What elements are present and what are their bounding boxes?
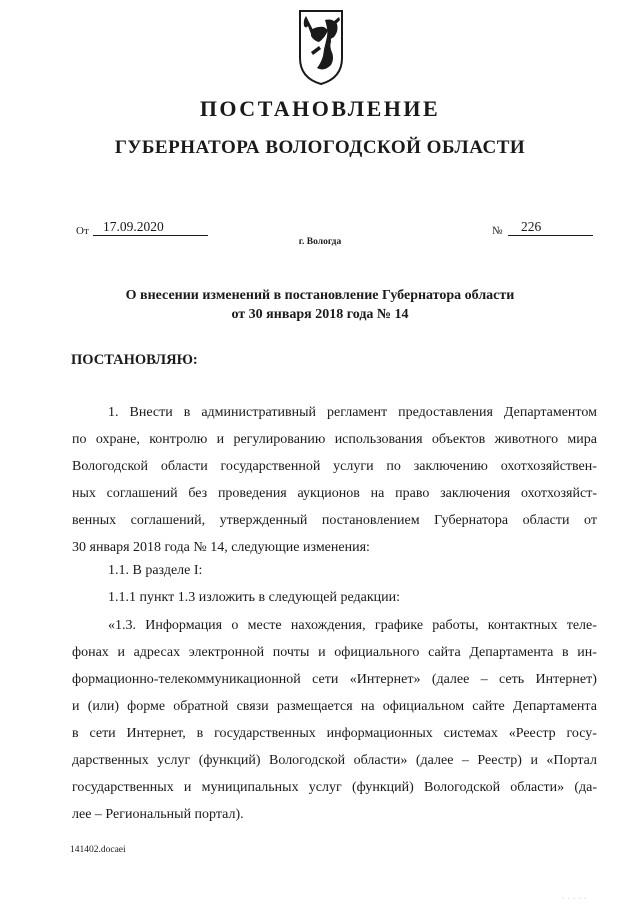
- p4-line: формационно-телекоммуникационной сети «Интернет» (далее – сеть Интернет): [72, 672, 597, 687]
- p4-line: и (или) форме обратной связи размещается на официальном сайте Департамента: [72, 699, 597, 714]
- number-value: 226: [521, 219, 542, 234]
- city-label: г. Вологда: [298, 237, 342, 247]
- decree-heading: ПОСТАНОВЛЯЮ:: [71, 352, 198, 368]
- p1-line: 30 января 2018 года № 14, следующие изменения:: [72, 540, 370, 555]
- vologda-coat-of-arms-icon: [297, 8, 345, 86]
- issuer-subtitle: ГУБЕРНАТОРА ВОЛОГОДСКОЙ ОБЛАСТИ: [114, 137, 526, 158]
- number-label: №: [492, 225, 503, 237]
- p1-line: по охране, контролю и регулированию использования объектов животного мира: [72, 432, 597, 447]
- p4-line: фонах и адресах электронной почты и официального сайта Департамента в ин-: [72, 645, 597, 660]
- p4-line: «1.3. Информация о месте нахождения, графике работы, контактных теле-: [108, 618, 597, 633]
- p1-line: Вологодской области государственной услуги по заключению охотхозяйствен-: [72, 459, 597, 474]
- document-type-title: ПОСТАНОВЛЕНИЕ: [199, 96, 441, 121]
- number-underline: [508, 235, 593, 236]
- file-code: 141402.docaei: [70, 845, 126, 855]
- p1-line: ных соглашений без проведения аукционов на право заключения охотхозяйст-: [72, 486, 597, 501]
- paragraph-1-1: 1.1. В разделе I:: [108, 563, 203, 578]
- paragraph-1-1-1: 1.1.1 пункт 1.3 изложить в следующей редакции:: [108, 590, 400, 605]
- document-title-line-2: от 30 января 2018 года № 14: [231, 307, 409, 322]
- p1-line: 1. Внести в административный регламент предоставления Департаментом: [108, 405, 597, 420]
- p4-line: лее – Региональный портал).: [72, 807, 244, 822]
- p4-line: государственных и муниципальных услуг (функций) Вологодской области» (да-: [72, 780, 597, 795]
- p4-line: в сети Интернет, в государственных информационных системах «Реестр госу-: [72, 726, 597, 741]
- document-title: [0, 286, 640, 324]
- date-value: 17.09.2020: [103, 219, 164, 234]
- date-underline: [93, 235, 208, 236]
- p1-line: венных соглашений, утвержденный постановлением Губернатора области от: [72, 513, 597, 528]
- scan-mark: · · · · ·: [562, 896, 587, 902]
- p4-line: дарственных услуг (функций) Вологодской области» (далее – Реестр) и «Портал: [72, 753, 597, 768]
- date-label: От: [76, 225, 89, 237]
- document-title-line-1: О внесении изменений в постановление Губернатора области: [125, 288, 515, 303]
